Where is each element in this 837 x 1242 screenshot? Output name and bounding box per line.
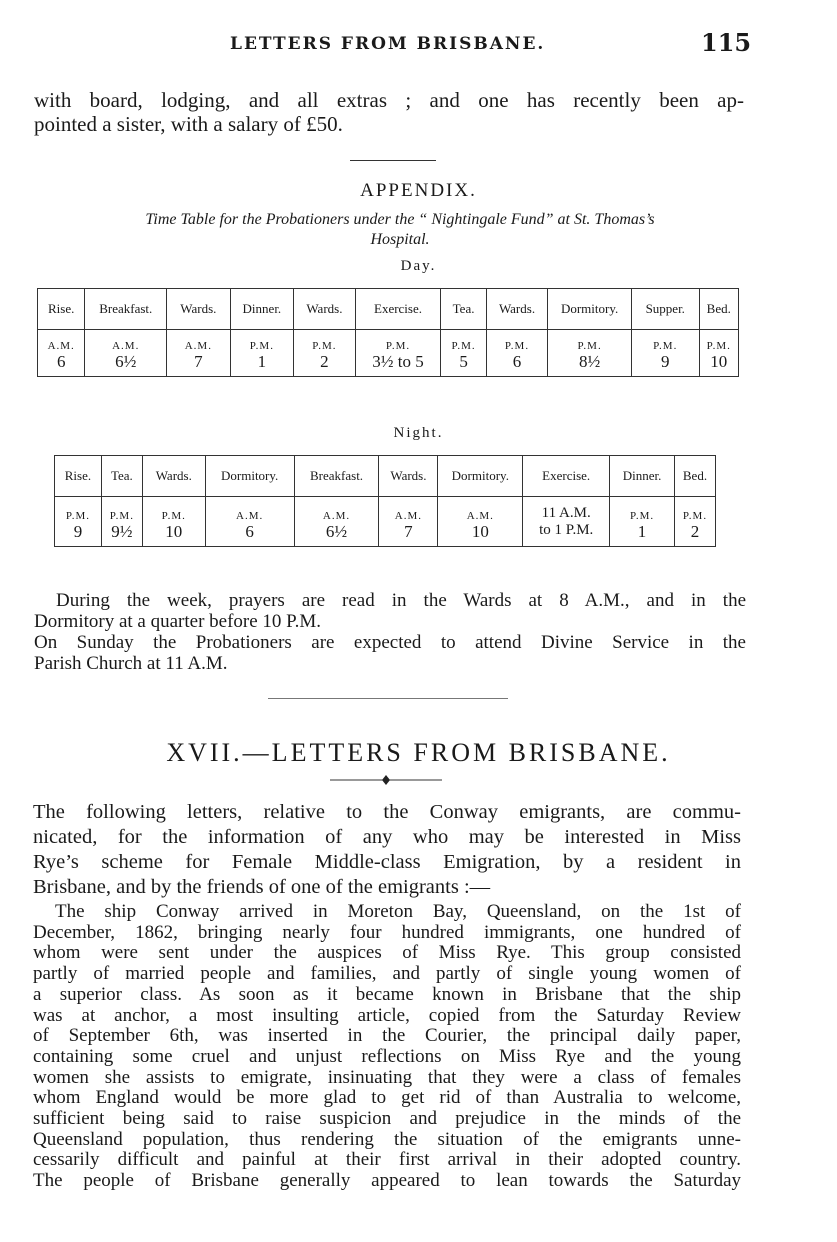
column-header: Breakfast. [294, 456, 379, 497]
text-line: a superior class. As soon as it became known in Brisbane that the ship [33, 983, 741, 1005]
column-header: Dormitory. [548, 289, 632, 330]
caption-line: Hospital. [370, 231, 430, 248]
page-number: 115 [701, 28, 752, 57]
period-cell: A.M. [438, 505, 523, 522]
column-header: Exercise. [523, 456, 610, 497]
column-header: Dormitory. [438, 456, 523, 497]
text-line: Brisbane, and by the friends of one of the emigrants :— [33, 876, 491, 898]
time-cell: 9 [55, 522, 102, 547]
text-line: December, 1862, bringing nearly four hundred immigrants, one hundred of [33, 921, 741, 943]
night-table-title: Night. [393, 425, 444, 441]
time-cell: 8½ [548, 352, 632, 377]
column-header: Rise. [55, 456, 102, 497]
text-line: with board, lodging, and all extras ; and one has recently been ap- [34, 88, 744, 112]
night-timetable [54, 455, 716, 547]
period-cell: P.M. [699, 338, 738, 352]
section-divider [268, 698, 508, 699]
text-line: whom England would be more glad to get rid of than Australia to welcome, [33, 1087, 741, 1109]
column-header: Bed. [675, 456, 716, 497]
period-cell: P.M. [548, 338, 632, 352]
column-header: Dinner. [610, 456, 675, 497]
column-header: Wards. [167, 289, 231, 330]
text-line: Rye’s scheme for Female Middle-class Emigration, by a resident in [33, 851, 741, 873]
period-cell: A.M. [205, 505, 294, 522]
column-header: Tea. [441, 289, 486, 330]
period-cell: P.M. [610, 505, 675, 522]
text-line: cessarily difficult and painful at their first arrival in their adopted country. [33, 1149, 741, 1171]
time-cell: 1 [610, 522, 675, 547]
day-table-title: Day. [400, 258, 437, 274]
time-cell: 10 [438, 522, 523, 547]
text-line: partly of married people and families, and partly of single young women of [33, 963, 741, 985]
period-cell: P.M. [675, 505, 716, 522]
running-title: LETTERS FROM BRISBANE. [230, 34, 546, 54]
column-header: Wards. [486, 289, 548, 330]
text-line: women she assists to emigrate, insinuating that they were a class of females [33, 1066, 741, 1088]
time-cell: 7 [167, 352, 231, 377]
note-line: Dormitory at a quarter before 10 P.M. [34, 611, 322, 632]
column-header: Wards. [379, 456, 438, 497]
exercise-time-line: to 1 P.M. [523, 522, 610, 547]
time-cell: 6 [205, 522, 294, 547]
note-line: Parish Church at 11 A.M. [34, 653, 228, 674]
text-line: was at anchor, a most insulting article, copied from the Saturday Review [33, 1004, 741, 1026]
note-line: On Sunday the Probationers are expected to attend Divine Service in the [34, 632, 746, 653]
time-cell: 6½ [294, 522, 379, 547]
appendix-title: APPENDIX. [360, 180, 477, 201]
period-cell: P.M. [631, 338, 699, 352]
period-cell: P.M. [142, 505, 205, 522]
narrative-paragraph [33, 902, 741, 1192]
time-cell: 9 [631, 352, 699, 377]
text-line: containing some cruel and unjust reflections on Miss Rye and the young [33, 1045, 741, 1067]
opening-paragraph [33, 800, 741, 900]
time-cell: 6½ [85, 352, 167, 377]
period-cell: P.M. [101, 505, 142, 522]
section-title: XVII.—LETTERS FROM BRISBANE. [166, 738, 671, 767]
timetable-notes [34, 590, 746, 674]
period-cell: A.M. [167, 338, 231, 352]
time-cell: 1 [230, 352, 294, 377]
column-header: Dinner. [230, 289, 294, 330]
time-cell: 10 [142, 522, 205, 547]
time-cell: 3½ to 5 [355, 352, 441, 377]
text-line: The following letters, relative to the Conway emigrants, are commu- [33, 801, 741, 823]
period-cell: P.M. [486, 338, 548, 352]
period-cell: P.M. [355, 338, 441, 352]
column-header: Dormitory. [205, 456, 294, 497]
period-cell: A.M. [38, 338, 85, 352]
text-line: of September 6th, was inserted in the Courier, the principal daily paper, [33, 1025, 741, 1047]
text-line: sufficient being said to raise suspicion and prejudice in the minds of the [33, 1108, 741, 1130]
period-cell: A.M. [294, 505, 379, 522]
time-cell: 7 [379, 522, 438, 547]
period-cell: P.M. [55, 505, 102, 522]
time-cell: 10 [699, 352, 738, 377]
intro-paragraph [34, 88, 744, 136]
column-header: Breakfast. [85, 289, 167, 330]
text-line: The people of Brisbane generally appeared to lean towards the Saturday [33, 1170, 741, 1192]
time-cell: 6 [486, 352, 548, 377]
time-cell: 9½ [101, 522, 142, 547]
column-header: Exercise. [355, 289, 441, 330]
column-header: Bed. [699, 289, 738, 330]
text-line: pointed a sister, with a salary of £50. [34, 112, 343, 136]
text-line: The ship Conway arrived in Moreton Bay, Queensland, on the 1st of [55, 901, 741, 922]
time-cell: 6 [38, 352, 85, 377]
time-cell: 2 [675, 522, 716, 547]
column-header: Wards. [294, 289, 356, 330]
text-line: nicated, for the information of any who may be interested in Miss [33, 826, 741, 848]
period-cell: P.M. [294, 338, 356, 352]
column-header: Supper. [631, 289, 699, 330]
period-cell: P.M. [441, 338, 486, 352]
column-header: Tea. [101, 456, 142, 497]
note-line: During the week, prayers are read in the Wards at 8 A.M., and in the [56, 590, 746, 611]
exercise-time-line: 11 A.M. [523, 505, 610, 522]
time-cell: 2 [294, 352, 356, 377]
column-header: Wards. [142, 456, 205, 497]
caption-line: Time Table for the Probationers under the “ Nightingale Fund” at St. Thomas’s [145, 211, 655, 228]
period-cell: A.M. [379, 505, 438, 522]
text-line: whom were sent under the auspices of Miss Rye. This group consisted [33, 942, 741, 964]
day-timetable [37, 288, 739, 377]
period-cell: P.M. [230, 338, 294, 352]
column-header: Rise. [38, 289, 85, 330]
timetable-caption [50, 210, 750, 250]
title-ornament [330, 774, 442, 786]
divider-rule [350, 160, 436, 161]
time-cell: 5 [441, 352, 486, 377]
text-line: Queensland population, thus rendering the situation of the emigrants unne- [33, 1128, 741, 1150]
period-cell: A.M. [85, 338, 167, 352]
